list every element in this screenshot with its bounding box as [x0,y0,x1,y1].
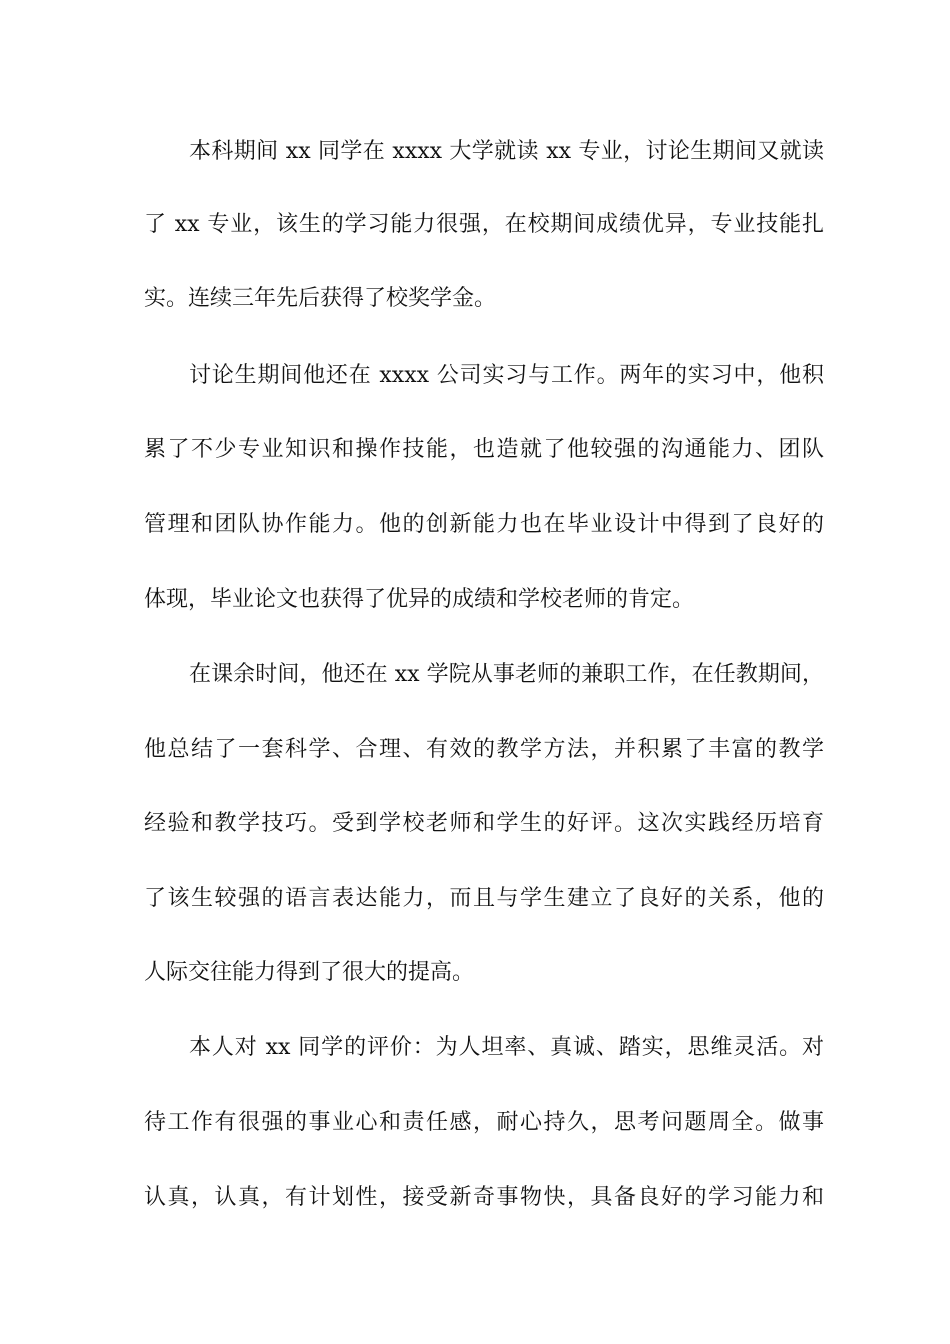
paragraph-4-line-3: 认真，认真，有计划性，接受新奇事物快，具备良好的学习能力和 [144,1185,824,1210]
paragraph-2-line-3: 管理和团队协作能力。他的创新能力也在毕业设计中得到了良好的 [144,512,824,537]
paragraph-2-line-2: 累了不少专业知识和操作技能，也造就了他较强的沟通能力、团队 [144,437,824,462]
paragraph-3-line-4: 了该生较强的语言表达能力，而且与学生建立了良好的关系，他的 [144,886,824,911]
paragraph-1-line-1: 本科期间 xx 同学在 xxxx 大学就读 xx 专业，讨论生期间又就读 [189,139,824,164]
paragraph-3-line-1: 在课余时间，他还在 xx 学院从事老师的兼职工作，在任教期间， [189,662,824,687]
paragraph-4-line-1: 本人对 xx 同学的评价：为人坦率、真诚、踏实，思维灵活。对 [189,1035,824,1060]
paragraph-3-line-2: 他总结了一套科学、合理、有效的教学方法，并积累了丰富的教学 [144,737,824,762]
paragraph-2-line-4: 体现，毕业论文也获得了优异的成绩和学校老师的肯定。 [144,587,695,612]
paragraph-3-line-5: 人际交往能力得到了很大的提高。 [144,960,475,985]
paragraph-3-line-3: 经验和教学技巧。受到学校老师和学生的好评。这次实践经历培育 [144,811,824,836]
paragraph-4-line-2: 待工作有很强的事业心和责任感，耐心持久，思考问题周全。做事 [144,1110,824,1135]
paragraph-2-line-1: 讨论生期间他还在 xxxx 公司实习与工作。两年的实习中，他积 [189,363,824,388]
paragraph-1-line-3: 实。连续三年先后获得了校奖学金。 [144,286,497,311]
paragraph-1-line-2: 了 xx 专业，该生的学习能力很强，在校期间成绩优异，专业技能扎 [144,212,824,237]
